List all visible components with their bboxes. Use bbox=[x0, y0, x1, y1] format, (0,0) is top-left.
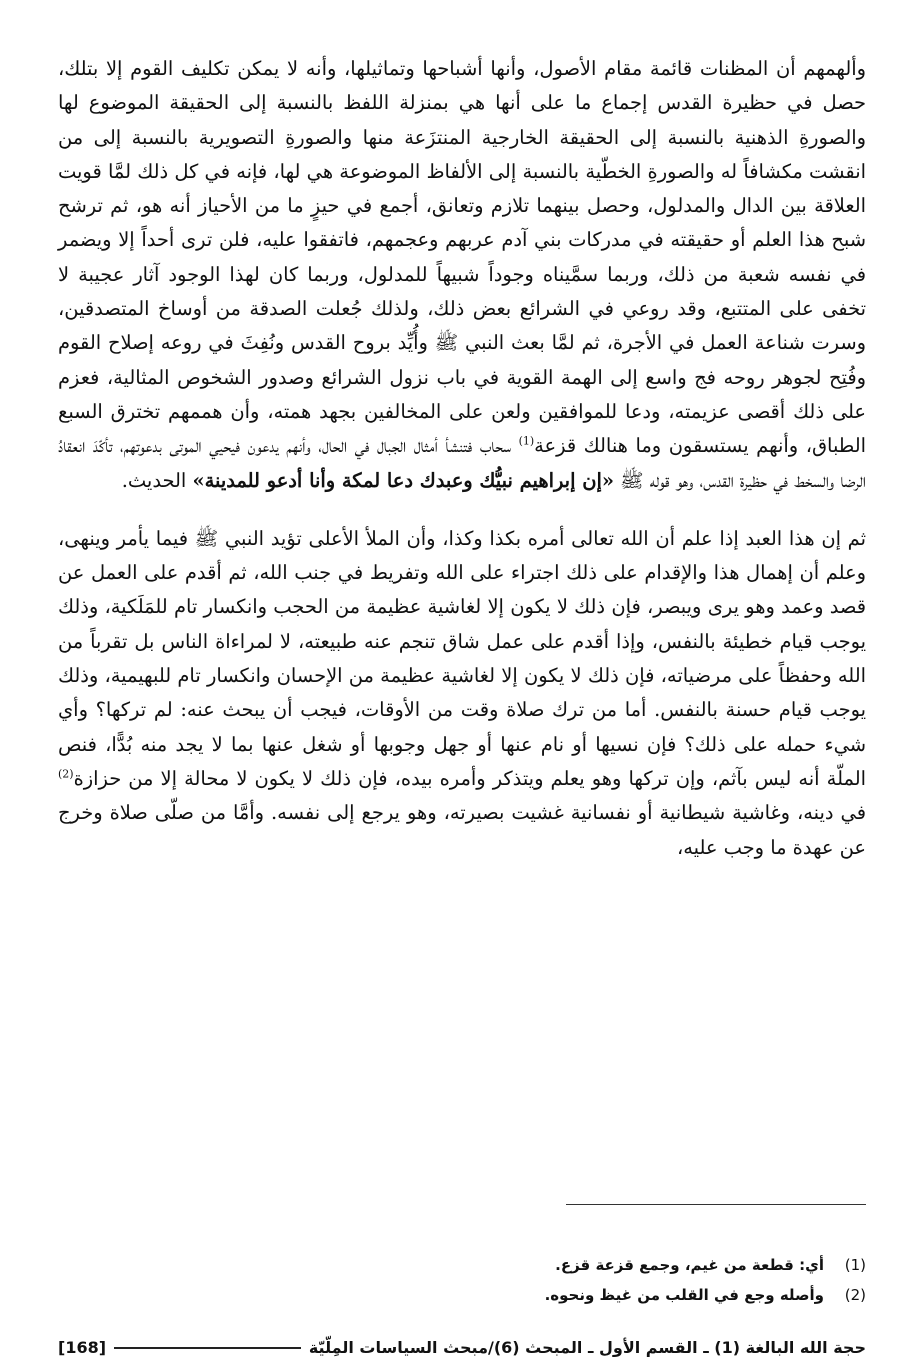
footnote-text: أي: قطعة من غيم، وجمع قزعة قزع. bbox=[555, 1256, 824, 1274]
page-body bbox=[58, 52, 866, 1357]
body-paragraph-1 bbox=[58, 52, 866, 498]
footer-rule bbox=[114, 1347, 301, 1349]
footnote-number: (1) bbox=[844, 1256, 866, 1274]
footnote-separator bbox=[566, 1204, 866, 1205]
paragraph-2-text-cont: في دينه، وغاشية شيطانية أو نفسانية غشيت بصيرته، وهو يرجع إلى نفسه. وأمَّا من صلّى صلاة وخرج عن عهدة ما وجب عليه، bbox=[58, 801, 866, 859]
paragraph-1-end: الحديث. bbox=[121, 468, 193, 492]
running-footer bbox=[58, 1338, 866, 1357]
paragraph-2-text: ثم إن هذا العبد إذا علم أن الله تعالى أمره بكذا وكذا، وأن الملأ الأعلى تؤيد النبي ﷺ فيما يأمر وينهى، وعلم أن إهمال هذا والإقدام على ذلك اجتراء على الله وتفريط في جنب الله، ثم أقدم على العمل عن قصد وعمد وهو يرى ويبصر، فإن ذلك لا يكون إلا لغاشية عظيمة من الحجب وانكسار تام للمَلَكية، وذلك يوجب قيام خطيئة بالنفس، وإذا أقدم على عمل شاق تنجم عنه طبيعته، لا لمراءاة الناس بل تقرباً من الله وحفظاً على مرضياته، فإن ذلك لا يكون إلا لغاشية عظيمة من الإحسان وانكسار تام للبهيمية، وذلك يوجب قيام حسنة بالنفس. أما من ترك صلاة وقت من الأوقات، فيجب أن يبحث عنه: لم تركها؟ وأي شيء حمله على ذلك؟ فإن نسيها أو نام عنها أو جهل وجوبها أو شغل عنها بما لا يجد منه بُدًّا، فنص الملّة أنه ليس بآثم، وإن تركها وهو يعلم ويتذكر وأمره بيده، فإن ذلك لا يكون لا محالة إلا من حزازة bbox=[58, 526, 866, 790]
footnote-2 bbox=[58, 1280, 866, 1310]
body-paragraph-2 bbox=[58, 522, 866, 865]
footnote-1 bbox=[58, 1250, 866, 1280]
paragraph-1-text: وألهمهم أن المظنات قائمة مقام الأصول، وأنها أشباحها وتماثيلها، وأنه لا يمكن تكليف القوم إلا بتلك، حصل في حظيرة القدس إجماع ما على أنها هي بمنزلة اللفظ بالنسبة إلى الحقيقة الموضوع لها والصورةِ الذهنية بالنسبة إلى الحقيقة الخارجية المنتزَعة منها والصورةِ التصويرية بالنسبة إلى من انقشت مكشافاً له والصورةِ الخطّية بالنسبة إلى الألفاظ الموضوعة هي لها، فإنه في كل ذلك لمَّا قويت العلاقة بين الدال والمدلول، وحصل بينهما تلازم وتعانق، أجمع في حيزٍ ما من الأحياز أنه هو، ثم ترشح شبح هذا العلم أو حقيقته في مدركات بني آدم عربهم وعجمهم، فاتفقوا عليه، فلن ترى أحداً إلا ويضمر في نفسه شعبة من ذلك، وربما سمَّيناه وجوداً شبيهاً للمدلول، وربما كان لهذا الوجود آثار عجيبة لا تخفى على المتتبع، وقد روعي في الشرائع بعض ذلك، ولذلك جُعلت الصدقة من أوساخ المتصدقين، وسرت شناعة العمل في الأجرة، ثم لمَّا بعث النبي ﷺ وأُيِّد بروح القدس ونُفِثَ في روعه إصلاح القوم وفُتِح لجوهر روحه فج واسع إلى الهمة القوية في باب نزول الشرائع وصدور الشخوص المثالية، فعزم على ذلك أقصى عزيمته، ودعا للموافقين ولعن على المخالفين بجهد همته، وأن هممهم تخترق السبع الطباق، وأنهم يستسقون وما هنالك قزعة bbox=[58, 57, 866, 458]
footnote-marker-1: (1) bbox=[518, 434, 535, 448]
paragraph-1-text-cont: سحاب فتنشأ أمثال الجبال في الحال، وأنهم يدعون فيحيي الموتى بدعوتهم، تأكّدَ انعقادُ الرضا والسخط في حظيرة القدس، وهو قوله ﷺ bbox=[58, 434, 866, 492]
footnote-number: (2) bbox=[844, 1286, 866, 1304]
footnotes bbox=[58, 1250, 866, 1310]
footnote-marker-2: (2) bbox=[58, 767, 74, 781]
hadith-quote: «إن إبراهيم نبيُّك وعبدك دعا لمكة وأنا أدعو للمدينة» bbox=[192, 468, 614, 492]
footnote-text: وأصله وجع في القلب من غيظ ونحوه. bbox=[544, 1286, 824, 1304]
footer-title: حجة الله البالغة (1) ـ القسم الأول ـ المبحث (6)/مبحث السياسات المِلّيّة bbox=[308, 1338, 866, 1357]
page-number: [168] bbox=[58, 1338, 107, 1357]
